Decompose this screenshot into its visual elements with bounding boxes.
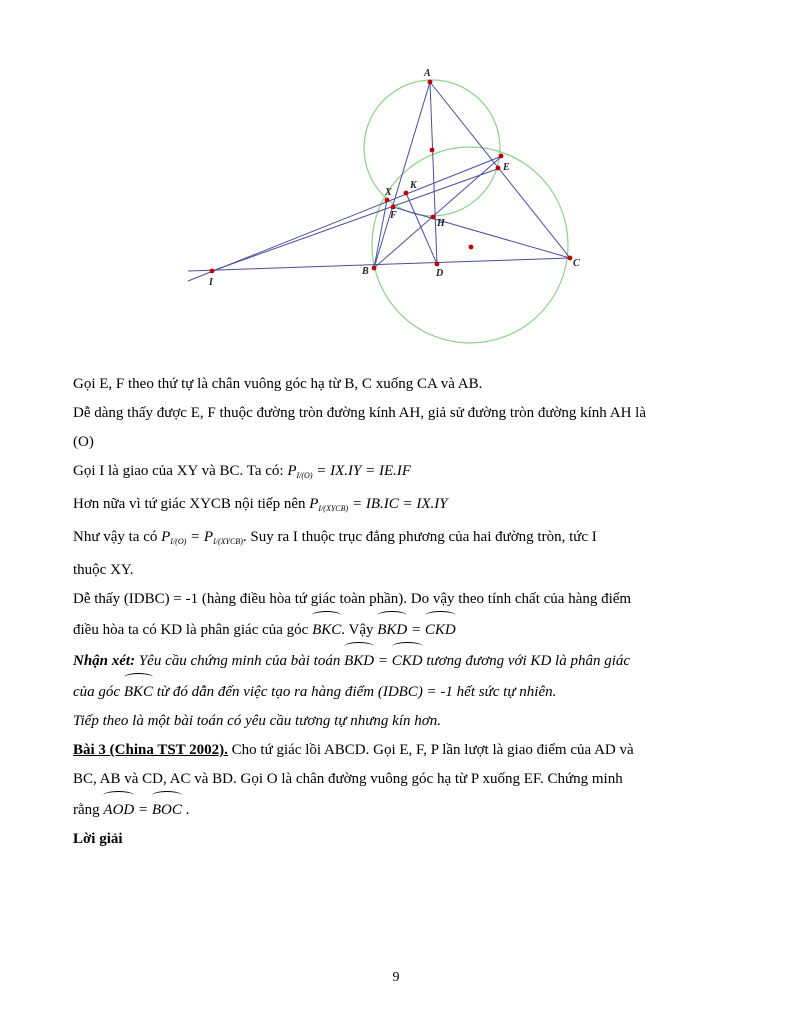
text: Hơn nữa vì tứ giác XYCB nội tiếp nên <box>73 496 310 512</box>
label-b: B <box>362 266 369 277</box>
label-i: I <box>209 277 213 288</box>
text: . <box>181 802 190 818</box>
power-symbol: P <box>309 496 319 512</box>
power-subscript: I/(O) <box>170 537 187 546</box>
label-x: X <box>385 187 392 198</box>
label-k: K <box>410 180 417 191</box>
angle-arc: BKD <box>377 614 407 645</box>
label-a: A <box>424 68 431 79</box>
body-text <box>73 370 723 854</box>
text: Cho tứ giác lồi ABCD. Gọi E, F, P lần lượt là giao điểm của AD và <box>227 742 634 758</box>
equation: = IX.IY = IE.IF <box>312 463 412 479</box>
paragraph: Gọi E, F theo thứ tự là chân vuông góc hạ từ B, C xuống CA và AB. <box>73 376 483 392</box>
label-h: H <box>437 218 445 229</box>
equals: = <box>374 653 392 669</box>
paragraph <box>73 794 723 825</box>
angle-arc: CKD <box>392 645 423 676</box>
page-number: 9 <box>392 970 400 985</box>
angle-arc: BKD <box>344 645 374 676</box>
power-symbol: P <box>161 529 171 545</box>
power-subscript: I/(XYCB) <box>213 537 243 546</box>
label-f: F <box>390 210 397 221</box>
text: . Suy ra I thuộc trục đẳng phương của hai đường tròn, tức I <box>242 529 597 545</box>
paragraph: Dễ dàng thấy được E, F thuộc đường tròn đường kính AH, giả sử đường tròn đường kính AH là <box>73 405 646 421</box>
equals: = <box>407 622 425 638</box>
text: Gọi I là giao của XY và BC. Ta có: <box>73 463 288 479</box>
geometry-figure <box>180 60 600 350</box>
text: Như vậy ta có <box>73 529 162 545</box>
remark <box>73 676 723 707</box>
text: tương đương với KD là phân giác <box>422 653 631 669</box>
angle-arc: BOC <box>152 794 182 825</box>
remark <box>73 645 723 676</box>
paragraph: Dễ thấy (IDBC) = -1 (hàng điều hòa tứ giác toàn phần). Do vậy theo tính chất của hàng điểm <box>73 591 632 607</box>
equals: = <box>186 529 204 545</box>
text: . Vậy <box>341 622 378 638</box>
power-symbol: P <box>203 529 214 545</box>
problem-3 <box>73 736 723 765</box>
power-subscript: I/(XYCB) <box>318 504 349 513</box>
paragraph: (O) <box>73 434 94 450</box>
text: điều hòa ta có KD là phân giác của góc <box>73 622 313 638</box>
text: Yêu cầu chứng minh của bài toán <box>135 653 345 669</box>
text: từ đó dẫn đến việc tạo ra hàng điểm (IDBC) = -1 hết sức tự nhiên. <box>153 684 557 700</box>
label-e: E <box>503 162 510 173</box>
angle-arc: AOD <box>103 794 134 825</box>
paragraph: BC, AB và CD, AC và BD. Gọi O là chân đường vuông góc hạ từ P xuống EF. Chứng minh <box>73 771 623 787</box>
equation: = IB.IC = IX.IY <box>348 496 448 512</box>
label-d: D <box>436 268 444 279</box>
paragraph <box>73 457 723 490</box>
angle-arc: BKC <box>312 614 341 645</box>
power-symbol: P <box>287 463 297 479</box>
equals: = <box>134 802 152 818</box>
angle-arc: BKC <box>124 676 153 707</box>
paragraph <box>73 523 723 556</box>
paragraph: thuộc XY. <box>73 562 134 578</box>
paragraph: Tiếp theo là một bài toán có yêu cầu tương tự nhưng kín hơn. <box>73 713 442 729</box>
solution-heading: Lời giải <box>73 831 123 847</box>
remark-label: Nhận xét: <box>73 653 136 669</box>
text: rằng <box>73 802 104 818</box>
power-subscript: I/(O) <box>296 471 313 480</box>
label-c: C <box>573 258 580 269</box>
angle-arc: CKD <box>425 614 456 645</box>
paragraph <box>73 614 723 645</box>
paragraph <box>73 490 723 523</box>
problem-title: Bài 3 (China TST 2002). <box>73 742 228 758</box>
text: của góc <box>73 684 124 700</box>
